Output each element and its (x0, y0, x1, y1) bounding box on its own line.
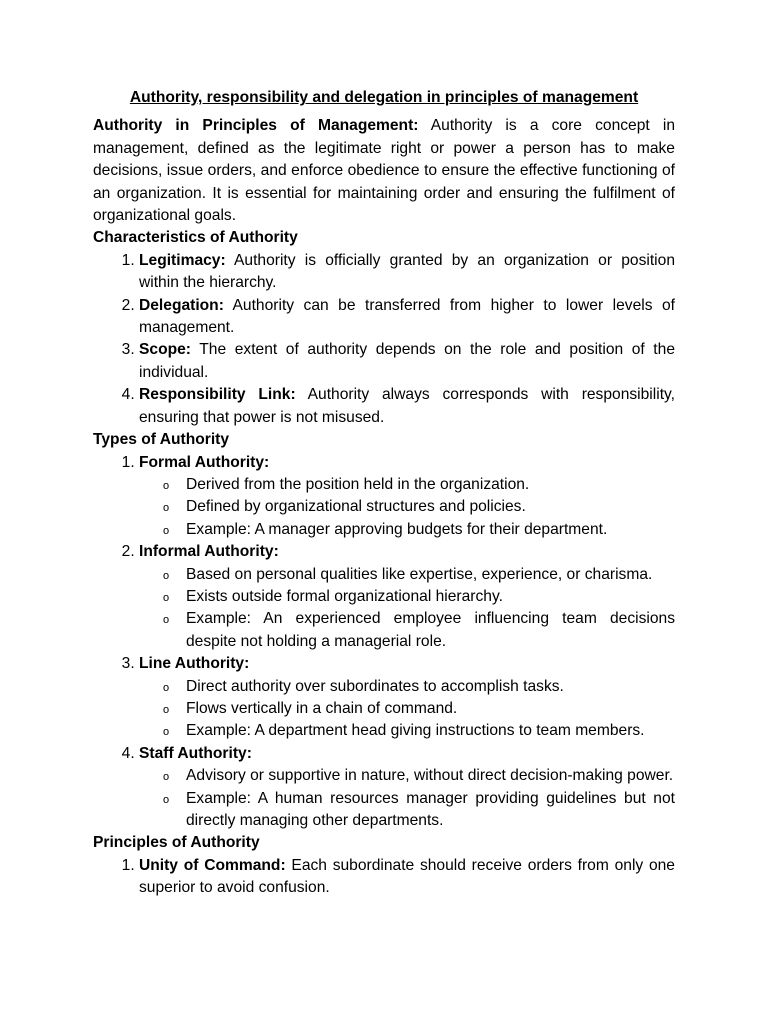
principle-term: Unity of Command: (139, 856, 286, 874)
characteristic-item (139, 384, 675, 429)
hollow-bullet-icon: o (163, 502, 170, 515)
type-point-text: Flows vertically in a chain of command. (186, 699, 458, 717)
hollow-bullet-icon: o (163, 591, 170, 604)
types-list (93, 452, 675, 833)
characteristic-item (139, 250, 675, 295)
principles-list (93, 855, 675, 900)
type-point (163, 698, 675, 720)
document-title: Authority, responsibility and delegation in principles of management (129, 89, 639, 106)
characteristic-term: Legitimacy: (139, 251, 226, 269)
characteristic-text: Authority can be transferred from higher to lower levels of management. (139, 296, 675, 337)
type-point (163, 720, 675, 742)
type-point (163, 765, 675, 787)
type-point (163, 519, 675, 541)
hollow-bullet-icon: o (163, 703, 170, 716)
intro-term: Authority in Principles of Management: (93, 117, 419, 135)
type-points (139, 474, 675, 541)
type-point (163, 496, 675, 518)
type-points (139, 676, 675, 743)
hollow-bullet-icon: o (163, 614, 170, 627)
hollow-bullet-icon: o (163, 771, 170, 784)
type-point-text: Direct authority over subordinates to accomplish tasks. (186, 677, 564, 695)
characteristic-text: The extent of authority depends on the role and position of the individual. (139, 341, 675, 381)
characteristic-text: Authority always corresponds with responsibility, ensuring that power is not misused. (139, 386, 675, 426)
characteristics-heading: Characteristics of Authority (93, 229, 298, 247)
hollow-bullet-icon: o (163, 793, 170, 806)
type-term: Informal Authority: (139, 543, 279, 561)
type-term: Line Authority: (139, 655, 250, 673)
type-item (139, 653, 675, 743)
characteristic-term: Scope: (139, 341, 191, 359)
type-point-text: Example: An experienced employee influencing team decisions despite not holding a managerial role. (186, 610, 675, 650)
characteristic-item (139, 339, 675, 384)
types-heading: Types of Authority (93, 431, 230, 449)
hollow-bullet-icon: o (163, 681, 170, 694)
type-item (139, 541, 675, 653)
type-point-text: Defined by organizational structures and policies. (186, 498, 526, 516)
type-term: Formal Authority: (139, 453, 270, 471)
intro-text: Authority is a core concept in management, defined as the legitimate right or power a person has to make decisions, issue orders, and enforce obedience to ensure the effective functioning of an organization. It is essential for maintaining order and ensuring the fulfilment of organizational goals. (93, 117, 675, 225)
characteristics-list (93, 250, 675, 429)
type-point-text: Example: A human resources manager providing guidelines but not directly managing other departments. (186, 789, 675, 829)
characteristic-term: Delegation: (139, 296, 224, 314)
type-item (139, 743, 675, 833)
characteristic-text: Authority is officially granted by an organization or position within the hierarchy. (139, 251, 675, 292)
principle-text: Each subordinate should receive orders from only one superior to avoid confusion. (139, 856, 675, 897)
hollow-bullet-icon: o (163, 479, 170, 492)
type-term: Staff Authority: (139, 744, 252, 762)
type-point-text: Example: A department head giving instructions to team members. (186, 722, 645, 740)
principles-heading: Principles of Authority (93, 834, 260, 852)
intro-paragraph (93, 115, 675, 227)
hollow-bullet-icon: o (163, 569, 170, 582)
type-points (139, 765, 675, 832)
characteristic-item (139, 295, 675, 340)
type-point-text: Example: A manager approving budgets for their department. (186, 520, 608, 538)
type-point-text: Advisory or supportive in nature, without direct decision-making power. (186, 767, 674, 785)
type-point (163, 586, 675, 608)
hollow-bullet-icon: o (163, 726, 170, 739)
type-point (163, 676, 675, 698)
type-point-text: Exists outside formal organizational hierarchy. (186, 587, 503, 605)
type-point-text: Based on personal qualities like expertise, experience, or charisma. (186, 565, 653, 583)
type-point (163, 608, 675, 653)
type-points (139, 564, 675, 654)
characteristic-term: Responsibility Link: (139, 386, 296, 404)
type-point (163, 474, 675, 496)
type-point-text: Derived from the position held in the organization. (186, 475, 530, 493)
type-point (163, 788, 675, 833)
principle-item (139, 855, 675, 900)
type-point (163, 564, 675, 586)
type-item (139, 452, 675, 542)
hollow-bullet-icon: o (163, 524, 170, 537)
